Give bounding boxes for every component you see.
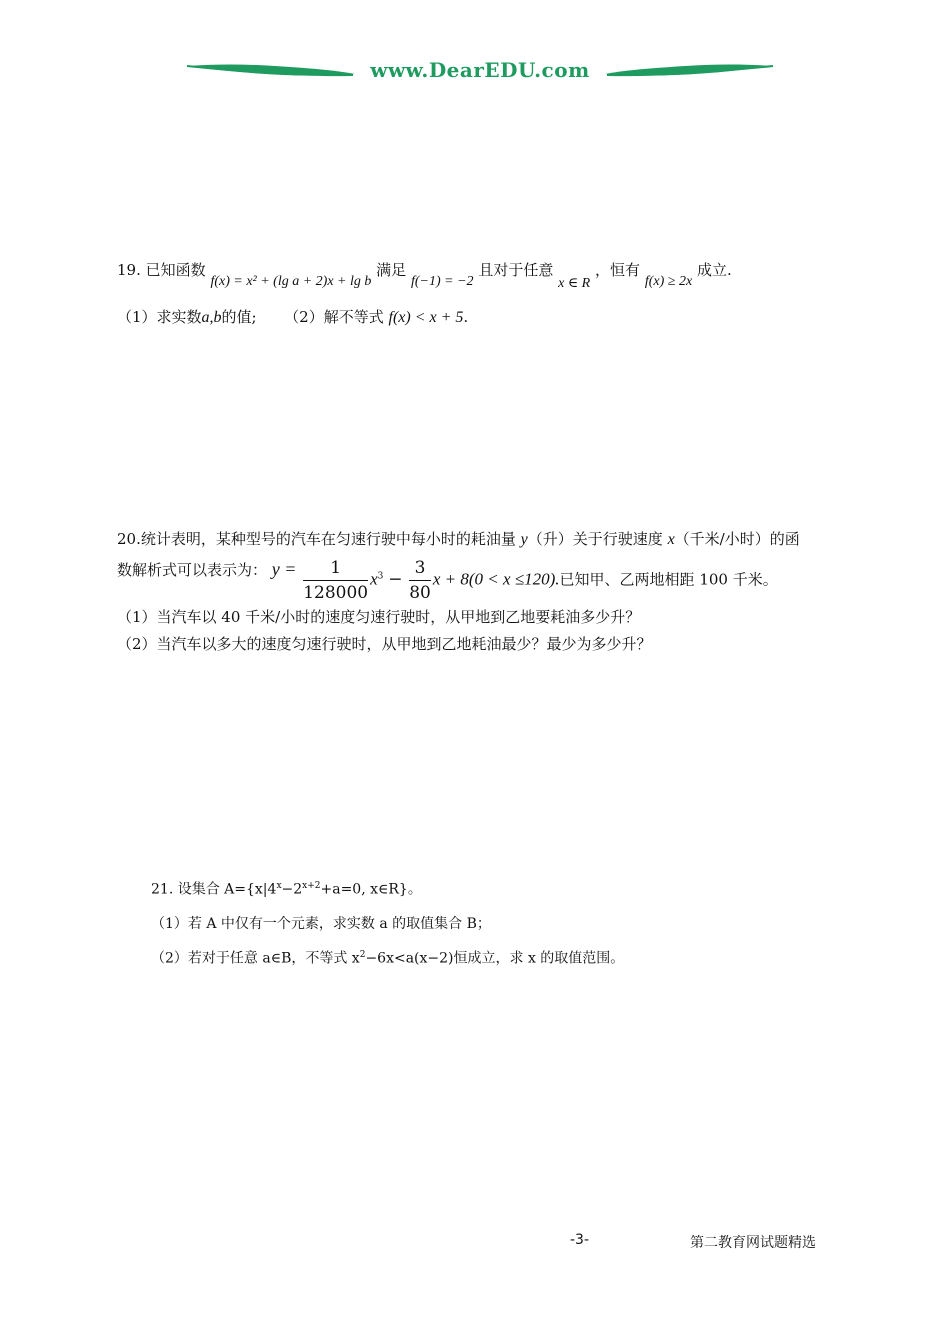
q20-fraction1 [303,556,368,605]
q21-part2 [151,951,624,966]
q19-part1-vars: a,b [201,309,222,326]
q21-line1-c: +a=0, x∈R}。 [320,881,422,898]
q20-text3: （千米/小时）的函 [674,530,800,548]
q21-line1-a: 21. 设集合 A={x|4 [151,881,277,898]
q20-fraction1-denominator: 128000 [303,583,369,603]
q19-function-definition: f(x) = x² + (lg a + 2)x + lg b [210,274,372,289]
q19-condition3: f(x) ≥ 2x [644,274,693,289]
q20-minus-sign: − [388,569,403,590]
q21-part2-a: （2）若对于任意 a∈B，不等式 x [151,950,360,967]
q21-line1 [151,882,422,897]
q20-fraction2-denominator: 80 [409,583,431,603]
q19-line1 [117,261,732,291]
footer-source: 第二教育网试题精选 [690,1235,816,1251]
q20-x-term: x [370,569,378,589]
q20-number: 20. [117,530,141,548]
q19-condition3-text: ，恒有 [595,261,641,279]
q19-condition1: f(−1) = −2 [410,274,474,289]
q20-fraction2-numerator: 3 [409,556,431,581]
q20-fraction1-numerator: 1 [303,556,368,581]
q20-text5: 已知甲、乙两地相距 100 千米。 [559,570,778,589]
q21-sup-x: x [276,881,282,891]
q20-line2 [117,556,778,605]
q19-part2-end: . [463,308,469,326]
q19-intro: 已知函数 [145,261,206,279]
q20-equation-lhs: y = [271,558,297,579]
site-logo[interactable] [185,52,775,92]
page-number: -3- [570,1232,590,1248]
q19-ending: 成立. [696,261,732,279]
q21-part2-b: −6x<a(x−2)恒成立，求 x 的取值范围。 [365,950,625,967]
q19-part2-inequality: f(x) < x + 5 [388,309,464,326]
q20-exponent: 3 [377,571,384,582]
q20-equation-tail: x + 8(0 < x ≤120). [432,569,560,589]
q19-condition2-text: 且对于任意 [478,261,554,279]
q19-condition1-text: 满足 [376,261,407,279]
site-url: www.DearEDU.com [370,58,590,82]
q20-fraction2 [409,556,431,605]
q20-part1: （1）当汽车以 40 千米/小时的速度匀速行驶时，从甲地到乙地要耗油多少升？ [117,608,641,626]
q21-part2-sup: 2 [359,950,366,960]
q21-part1: （1）若 A 中仅有一个元素，求实数 a 的取值集合 B； [151,916,491,932]
q20-text2: （升）关于行驶速度 [527,530,663,548]
q19-parts [117,310,468,326]
q19-part1-end: 的值; [221,308,257,326]
q20-var-x: x [667,531,675,548]
q20-line1 [117,532,800,548]
q20-text1: 统计表明，某种型号的汽车在匀速行驶中每小时的耗油量 [140,530,516,548]
q19-number: 19. [117,261,141,279]
q20-text4: 数解析式可以表示为： [117,560,268,579]
q21-line1-b: −2 [281,881,303,898]
q20-var-y: y [520,531,528,548]
q19-part1-label: （1）求实数 [117,308,202,326]
q21-sup-x-plus-2: x+2 [302,881,321,891]
q19-condition2: x ∈ R [558,276,591,291]
q20-part2: （2）当汽车以多大的速度匀速行驶时，从甲地到乙地耗油最少？最少为多少升？ [117,635,652,653]
q19-part2-label: （2）解不等式 [284,308,384,326]
